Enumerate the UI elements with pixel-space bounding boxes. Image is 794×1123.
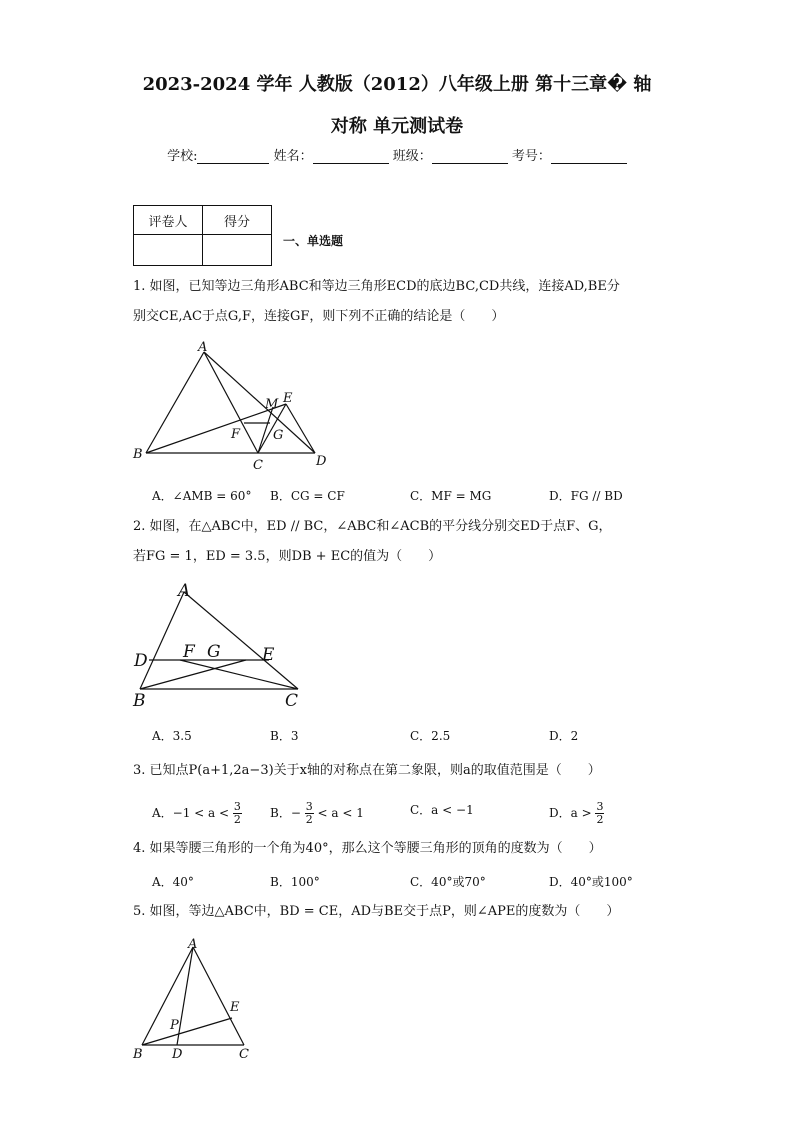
options-q3: [152, 795, 672, 827]
fraction-numerator: 3: [233, 800, 241, 813]
option-d[interactable]: D．40°或100°: [549, 875, 633, 889]
option-text: < a < 1: [317, 806, 364, 820]
reviewer-header: 评卷人: [134, 206, 203, 235]
exam-title-line2: 对称 单元测试卷: [330, 116, 464, 137]
point-label: F: [183, 642, 195, 662]
question-1: [133, 272, 673, 332]
fraction-numerator: 3: [305, 800, 313, 813]
question-4: [133, 834, 673, 864]
point-label: C: [285, 691, 299, 711]
option-text: B．−: [270, 806, 301, 820]
school-label: 学校:: [167, 149, 198, 164]
option-b[interactable]: B．CG = CF: [270, 489, 345, 503]
option-a[interactable]: A．40°: [152, 875, 194, 889]
point-label: F: [231, 427, 241, 442]
point-label: E: [230, 1000, 240, 1015]
fraction-denominator: 2: [596, 813, 604, 826]
question-number: 4.: [133, 841, 146, 856]
score-table: [133, 205, 272, 266]
class-label: 班级：: [392, 149, 432, 164]
question-number: 5.: [133, 904, 146, 919]
fraction-denominator: 2: [233, 813, 241, 826]
option-c[interactable]: C．2.5: [410, 729, 451, 743]
name-field[interactable]: [313, 149, 389, 164]
point-label: D: [316, 454, 327, 469]
question-2: [133, 512, 673, 572]
question-3: [133, 756, 673, 786]
fraction-numerator: 3: [596, 800, 604, 813]
option-d[interactable]: D．FG // BD: [549, 489, 623, 503]
option-d[interactable]: [549, 801, 604, 826]
point-label: P: [170, 1018, 179, 1033]
point-label: D: [172, 1047, 183, 1062]
point-label: E: [262, 645, 275, 665]
option-a[interactable]: A．3.5: [152, 729, 192, 743]
option-a[interactable]: [152, 801, 242, 826]
figure-q1: [125, 338, 345, 473]
question-text-line: 如图，已知等边三角形ABC和等边三角形ECD的底边BC,CD共线，连接AD,BE分: [149, 279, 620, 294]
point-label: A: [188, 937, 198, 952]
point-label: D: [134, 651, 148, 671]
question-number: 2.: [133, 519, 146, 534]
question-5: [133, 897, 673, 927]
options-q2: [152, 727, 672, 749]
question-number: 3.: [133, 763, 146, 778]
option-b[interactable]: B．100°: [270, 875, 320, 889]
question-text-line: 如图，等边△ABC中，BD = CE，AD与BE交于点P，则∠APE的度数为（ ）: [149, 904, 620, 919]
point-label: G: [207, 642, 221, 662]
figure-q2: [128, 578, 308, 713]
fraction: [595, 801, 604, 826]
student-info-row: [0, 145, 794, 164]
point-label: A: [198, 340, 208, 355]
options-q4: [152, 873, 672, 895]
option-b[interactable]: [270, 801, 364, 826]
option-c[interactable]: C．a < −1: [410, 803, 474, 817]
point-label: M: [265, 397, 279, 412]
figure-q5: [125, 934, 265, 1064]
question-text-line: 别交CE,AC于点G,F，连接GF，则下列不正确的结论是（ ）: [133, 309, 505, 324]
option-text: D．a >: [549, 806, 592, 820]
point-label: B: [133, 447, 143, 462]
question-text-line: 若FG = 1，ED = 3.5，则DB + EC的值为（ ）: [133, 549, 442, 564]
exam-title-line1: 2023-2024 学年 人教版（2012）八年级上册 第十三章� 轴: [142, 74, 652, 95]
fraction: [233, 801, 242, 826]
point-label: A: [178, 581, 191, 601]
fraction: [305, 801, 314, 826]
option-c[interactable]: C．40°或70°: [410, 875, 486, 889]
number-field[interactable]: [551, 149, 627, 164]
point-label: G: [273, 428, 284, 443]
fraction-denominator: 2: [305, 813, 313, 826]
point-label: B: [133, 1047, 143, 1062]
option-b[interactable]: B．3: [270, 729, 299, 743]
reviewer-cell[interactable]: [134, 235, 203, 266]
name-label: 姓名：: [273, 149, 313, 164]
point-label: C: [253, 458, 263, 473]
score-header: 得分: [203, 206, 272, 235]
point-label: E: [283, 391, 293, 406]
point-label: B: [133, 691, 146, 711]
number-label: 考号：: [511, 149, 551, 164]
option-text: A．−1 < a <: [152, 806, 230, 820]
question-number: 1.: [133, 279, 146, 294]
option-d[interactable]: D．2: [549, 729, 579, 743]
score-cell[interactable]: [203, 235, 272, 266]
option-c[interactable]: C．MF = MG: [410, 489, 492, 503]
question-text-line: 如图，在△ABC中，ED // BC，∠ABC和∠ACB的平分线分别交ED于点F、G，: [149, 519, 612, 534]
question-text-line: 如果等腰三角形的一个角为40°，那么这个等腰三角形的顶角的度数为（ ）: [149, 841, 602, 856]
options-q1: [152, 487, 672, 509]
class-field[interactable]: [432, 149, 508, 164]
option-a[interactable]: A．∠AMB = 60°: [152, 489, 252, 503]
school-field[interactable]: [197, 149, 269, 164]
section-title: 一、单选题: [283, 234, 344, 248]
point-label: C: [239, 1047, 249, 1062]
question-text-line: 已知点P(a+1,2a−3)关于x轴的对称点在第二象限，则a的取值范围是（ ）: [149, 763, 601, 778]
